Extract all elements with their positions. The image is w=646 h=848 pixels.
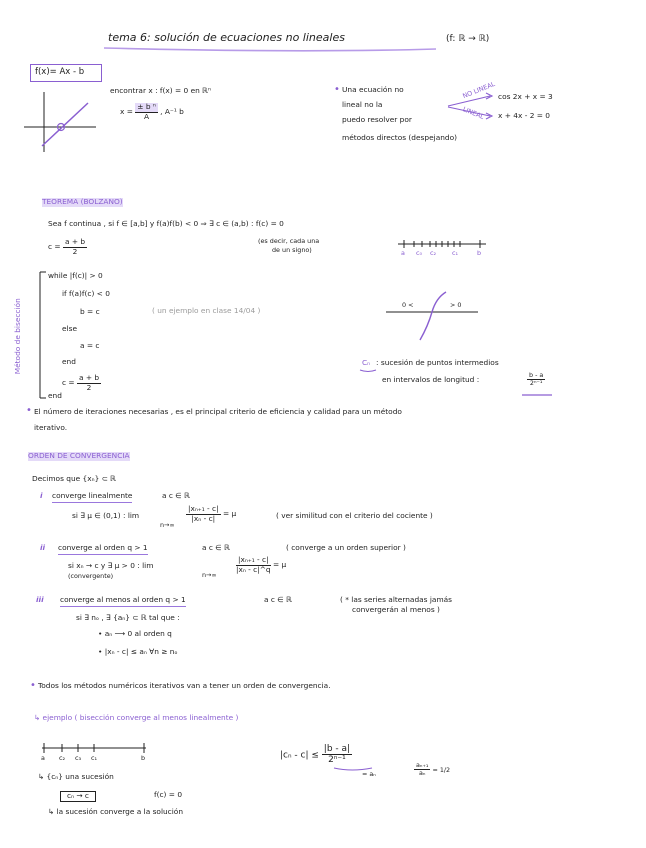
nolineal-eq1: cos 2x + x = 3 xyxy=(498,92,553,101)
ejemplo-bound-den: 2ⁿ⁻¹ xyxy=(328,755,346,766)
biseccion-ejemplo-note: ( un ejemplo en clase 14/04 ) xyxy=(152,306,261,315)
code-c-num: a + b xyxy=(78,373,100,382)
cn-desc: : sucesión de puntos intermedios xyxy=(376,358,499,367)
teorema-note2: de un signo) xyxy=(272,246,312,254)
teorema-axis-b: b xyxy=(477,249,482,257)
ejemplo-ratio-num: aₙ₊₁ xyxy=(416,761,429,769)
code-if: if f(a)f(c) < 0 xyxy=(62,289,110,298)
ejemplo-axis-c2: c₂ xyxy=(59,754,66,762)
code-end-while: end xyxy=(48,391,62,400)
item-iii-note1: ( * las series alternadas jamás xyxy=(340,595,453,604)
item-i-eq: = μ xyxy=(222,509,237,519)
ejemplo-bound-left: |cₙ - c| ≤ xyxy=(280,750,319,761)
cn-length-num: b - a xyxy=(529,371,544,379)
item-iii-note2: convergerán al menos ) xyxy=(352,605,440,614)
page-title: tema 6: solución de ecuaciones no lineales xyxy=(108,31,345,44)
ejemplo-fc: f(c) = 0 xyxy=(154,790,183,799)
item-ii-marker: ii xyxy=(40,543,46,552)
teorema-c-den: 2 xyxy=(72,246,78,256)
teorema-axis-c1: c₁ xyxy=(452,249,459,257)
item-iii-marker: iii xyxy=(36,595,44,604)
item-i-limsub: n→∞ xyxy=(160,521,175,529)
todos-note: Todos los métodos numéricos iterativos van a tener un orden de convergencia. xyxy=(38,681,331,690)
domain-note: (f: ℝ → ℝ) xyxy=(446,34,490,44)
item-ii-frac-den: |xₙ - c|^q xyxy=(236,564,271,574)
item-ii-rest: a c ∈ ℝ xyxy=(202,543,230,552)
ejemplo-ratio-den: aₙ xyxy=(418,769,426,778)
code-b-eq-c: b = c xyxy=(80,307,100,316)
item-i-marker: i xyxy=(40,491,43,500)
iter-note-line2: iterativo. xyxy=(34,423,68,432)
teorema-axis-c0: c₀ xyxy=(416,249,423,257)
item-i-note: ( ver similitud con el criterio del cociente ) xyxy=(276,511,433,520)
item-i-frac-den: |xₙ - c| xyxy=(191,513,216,523)
teorema-note1: (es decir, cada una xyxy=(258,237,320,245)
linear-line1: encontrar x : f(x) = 0 en ℝⁿ xyxy=(110,86,211,95)
tag-no-lineal: NO LINEAL xyxy=(461,79,497,101)
item-ii-eq: = μ xyxy=(272,560,287,570)
teorema-axis-a: a xyxy=(401,249,405,257)
item-iii-bullet1: • aₙ ⟶ 0 al orden q xyxy=(98,629,172,638)
bullet-icon-todos: • xyxy=(30,680,36,691)
linear-formula: f(x)= Ax - b xyxy=(35,67,85,77)
item-i-frac-num: |xₙ₊₁ - c| xyxy=(188,504,219,513)
code-else: else xyxy=(62,324,77,333)
ejemplo-bound-num: |b - a| xyxy=(323,744,351,754)
nolineal-line2: lineal no la xyxy=(342,100,383,109)
ejemplo-axis-a: a xyxy=(41,754,45,762)
linear-frac-den: A xyxy=(144,111,150,121)
item-iii-rest: a c ∈ ℝ xyxy=(264,595,292,604)
item-ii-frac-num: |xₙ₊₁ - c| xyxy=(236,556,271,566)
item-ii-limsub: n→∞ xyxy=(202,571,217,579)
teorema-axis-c2: c₂ xyxy=(430,249,437,257)
item-i-cond: si ∃ μ ∈ (0,1) : lim xyxy=(72,511,140,520)
sign-left: 0 < xyxy=(402,301,414,309)
teorema-heading: TEOREMA (BOLZANO) xyxy=(42,197,123,206)
code-end-if: end xyxy=(62,357,76,366)
code-while: while |f(c)| > 0 xyxy=(48,271,103,280)
ejemplo-an-label: = aₙ xyxy=(362,770,376,778)
orden-heading: ORDEN DE CONVERGENCIA xyxy=(28,451,130,460)
item-iii-title: converge al menos al orden q > 1 xyxy=(60,596,186,607)
linear-frac-num: ± b ⁿ xyxy=(137,102,156,111)
cn-length-den: 2ⁿ⁻¹ xyxy=(529,379,543,388)
nolineal-eq2: x + 4x - 2 = 0 xyxy=(498,111,551,120)
sign-right: > 0 xyxy=(450,301,462,309)
nolineal-line3: puedo resolver por xyxy=(342,115,412,124)
item-i-title: converge linealmente xyxy=(52,492,132,503)
item-ii-title: converge al orden q > 1 xyxy=(58,544,148,555)
item-i-rest: a c ∈ ℝ xyxy=(162,491,190,500)
bullet-icon: • xyxy=(334,84,340,95)
code-c-den: 2 xyxy=(86,382,92,392)
orden-decimos: Decimos que {xₙ} ⊂ ℝ xyxy=(32,474,117,483)
iter-note-line1: El número de iteraciones necesarias , es el principal criterio de eficiencia y calidad para un método xyxy=(34,407,402,416)
item-iii-bullet2: • |xₙ - c| ≤ aₙ ∀n ≥ nₒ xyxy=(98,647,178,656)
code-a-eq-c: a = c xyxy=(80,341,100,350)
nolineal-line1: Una ecuación no xyxy=(342,85,404,94)
teorema-c-label: c = xyxy=(48,242,61,252)
cn-desc2: en intervalos de longitud : xyxy=(382,375,480,384)
bullet-icon-iter: • xyxy=(26,405,32,416)
ejemplo-axis-c1: c₁ xyxy=(91,754,98,762)
ejemplo-ratio xyxy=(414,762,450,778)
ejemplo-ratio-frac xyxy=(414,762,430,778)
item-ii-note: ( converge a un orden superior ) xyxy=(286,543,406,552)
biseccion-side-label: Método de bisección xyxy=(12,298,22,375)
nolineal-line4: métodos directos (despejando) xyxy=(342,133,458,142)
ejemplo-convergence-box: cₙ → c xyxy=(60,791,96,802)
item-ii-cond: si xₙ → c y ∃ μ > 0 : lim xyxy=(68,561,154,570)
teorema-c-num: a + b xyxy=(64,237,86,246)
cn-label: Cₙ xyxy=(362,358,371,367)
ejemplo-axis-c3: c₃ xyxy=(75,754,82,762)
ejemplo-axis-b: b xyxy=(141,754,146,762)
linear-x-eq: x = xyxy=(120,107,133,117)
linear-inverse: , A⁻¹ b xyxy=(160,107,184,117)
teorema-statement: Sea f continua , si f ∈ [a,b] y f(a)f(b) < 0 ⇒ ∃ c ∈ (a,b) : f(c) = 0 xyxy=(48,219,284,228)
item-ii-conv: (convergente) xyxy=(68,572,114,580)
ejemplo-final: ↳ la sucesión converge a la solución xyxy=(48,807,184,816)
code-c-label: c = xyxy=(62,378,75,388)
item-iii-cond: si ∃ nₒ , ∃ {aₙ} ⊂ ℝ tal que : xyxy=(76,613,180,622)
tag-lineal: LINEAL xyxy=(461,105,486,121)
ejemplo-heading: ↳ ejemplo ( bisección converge al menos linealmente ) xyxy=(34,713,239,722)
ejemplo-ratio-eq: = 1/2 xyxy=(432,765,451,774)
ejemplo-sucesion: ↳ {cₙ} una sucesión xyxy=(38,772,114,781)
